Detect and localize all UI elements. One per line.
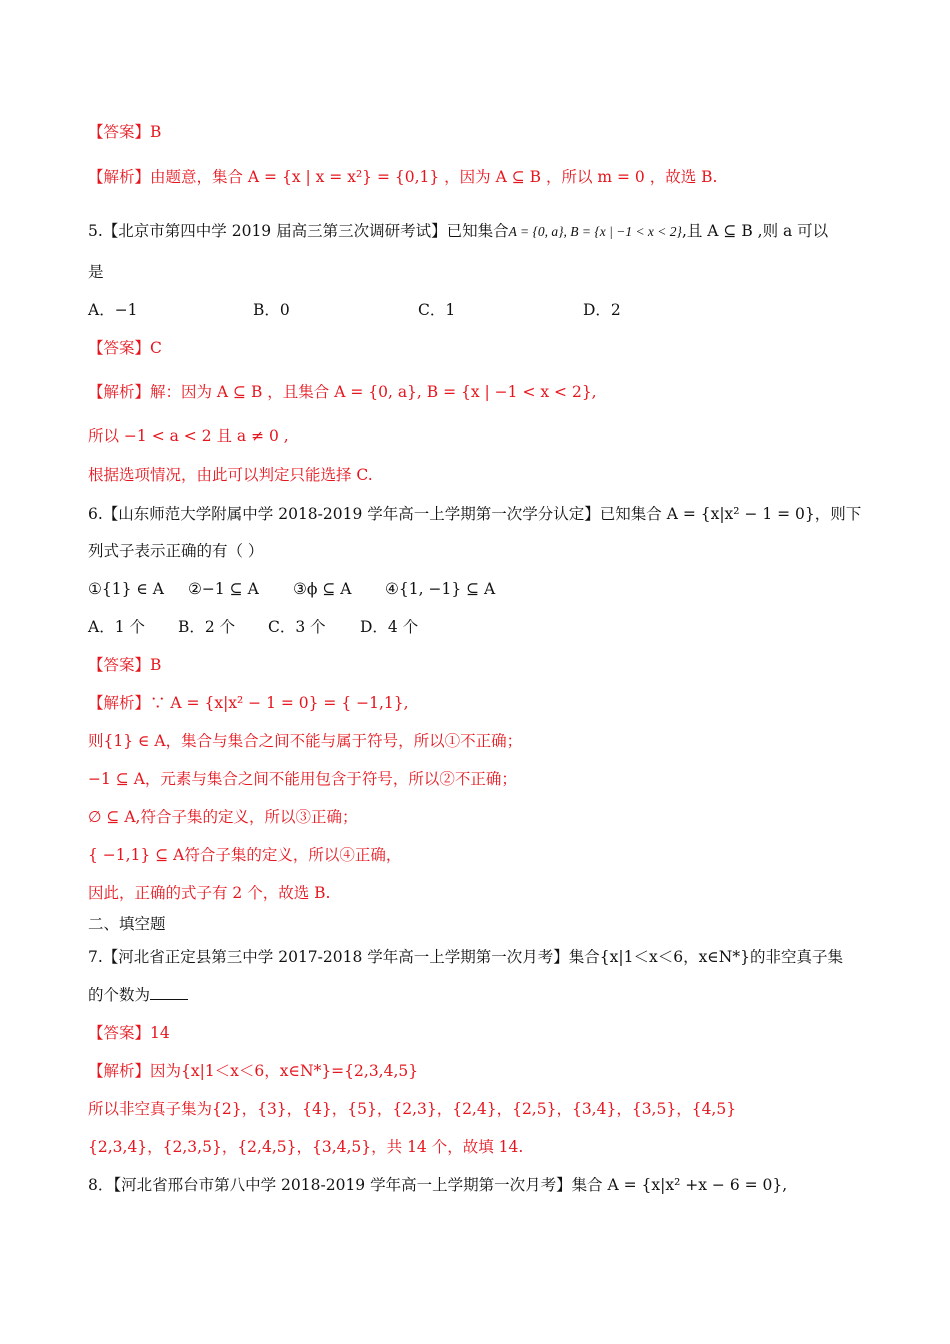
q7-stem-text: 的个数为: [88, 986, 151, 1004]
q6-item-4: ④{1, −1} ⊆ A: [385, 580, 496, 598]
q8-stem-line1: 8．【河北省邢台市第八中学 2018-2019 学年高一上学期第一次月考】集合 A = {x|x² +x − 6 = 0},: [88, 1176, 788, 1194]
q7-analysis-1: 【解析】因为{x|1＜x＜6，x∈N*}={2,3,4,5}: [88, 1062, 419, 1080]
q6-option-b: B．2 个: [178, 618, 236, 636]
q6-items: [88, 578, 870, 600]
section-heading: 二、填空题: [88, 915, 166, 933]
q6-analysis-4: ∅ ⊆ A,符合子集的定义，所以③正确；: [88, 808, 358, 826]
q5-stem-line2: 是: [88, 263, 104, 281]
q5-answer: 【答案】C: [88, 339, 162, 357]
q7-stem-line2: [88, 984, 870, 1006]
q6-stem-line1: 6.【山东师范大学附属中学 2018-2019 学年高一上学期第一次学分认定】已知集合 A = {x|x² − 1 = 0}，则下: [88, 505, 862, 523]
q5-stem-text: 5.【北京市第四中学 2019 届高三第三次调研考试】已知集合: [88, 222, 509, 240]
q5-option-a: A．−1: [88, 301, 138, 319]
q7-analysis-2: 所以非空真子集为{2}，{3}，{4}，{5}，{2,3}，{2,4}，{2,5}，{3,4}，{3,5}，{4,5}: [88, 1100, 737, 1118]
q6-item-3: ③ϕ ⊆ A: [293, 580, 352, 598]
q7-answer: 【答案】14: [88, 1024, 170, 1042]
q6-analysis-3: −1 ⊆ A，元素与集合之间不能用包含于符号，所以②不正确；: [88, 770, 517, 788]
q6-item-1: ①{1} ∈ A: [88, 580, 165, 598]
q5-option-d: D．2: [583, 301, 621, 319]
q6-options: [88, 616, 870, 638]
q6-analysis-5: { −1,1} ⊆ A符合子集的定义，所以④正确，: [88, 846, 402, 864]
q5-option-b: B．0: [253, 301, 290, 319]
q5-analysis-1: 【解析】解：因为 A ⊆ B ，且集合 A = {0, a}, B = {x | −1 < x < 2},: [88, 383, 597, 401]
q6-option-a: A．1 个: [88, 618, 145, 636]
answer-blank: [150, 985, 188, 1000]
q6-option-d: D．4 个: [360, 618, 419, 636]
q5-stem-tail: ,且 A ⊆ B ,则 a 可以: [681, 222, 829, 240]
q5-stem: [88, 220, 870, 243]
q6-analysis-6: 因此，正确的式子有 2 个，故选 B.: [88, 884, 331, 902]
q6-analysis-1: 【解析】∵ A = {x|x² − 1 = 0} = { −1,1},: [88, 694, 409, 712]
q5-stem-formula: A = {0, a}, B = {x | −1 < x < 2}: [508, 224, 682, 239]
q6-analysis-2: 则{1} ∈ A，集合与集合之间不能与属于符号，所以①不正确；: [88, 732, 523, 750]
q6-option-c: C．3 个: [268, 618, 326, 636]
q5-analysis-3: 根据选项情况，由此可以判定只能选择 C.: [88, 466, 373, 484]
q5-analysis-2: 所以 −1 < a < 2 且 a ≠ 0 ,: [88, 427, 289, 445]
q4-answer: 【答案】B: [88, 123, 162, 141]
q7-stem-line1: 7.【河北省正定县第三中学 2017-2018 学年高一上学期第一次月考】集合{x|1＜x＜6，x∈N*}的非空真子集: [88, 948, 843, 966]
q5-option-c: C．1: [418, 301, 456, 319]
q6-item-2: ②−1 ⊆ A: [188, 580, 259, 598]
q4-analysis: 【解析】由题意，集合 A = {x | x = x²} = {0,1} ，因为 A ⊆ B ，所以 m = 0 ，故选 B.: [88, 168, 718, 186]
q6-answer: 【答案】B: [88, 656, 162, 674]
q7-analysis-3: {2,3,4}，{2,3,5}，{2,4,5}，{3,4,5}，共 14 个，故填 14.: [88, 1138, 524, 1156]
q5-options: [88, 299, 870, 321]
q6-stem-line2: 列式子表示正确的有（ ）: [88, 542, 264, 560]
